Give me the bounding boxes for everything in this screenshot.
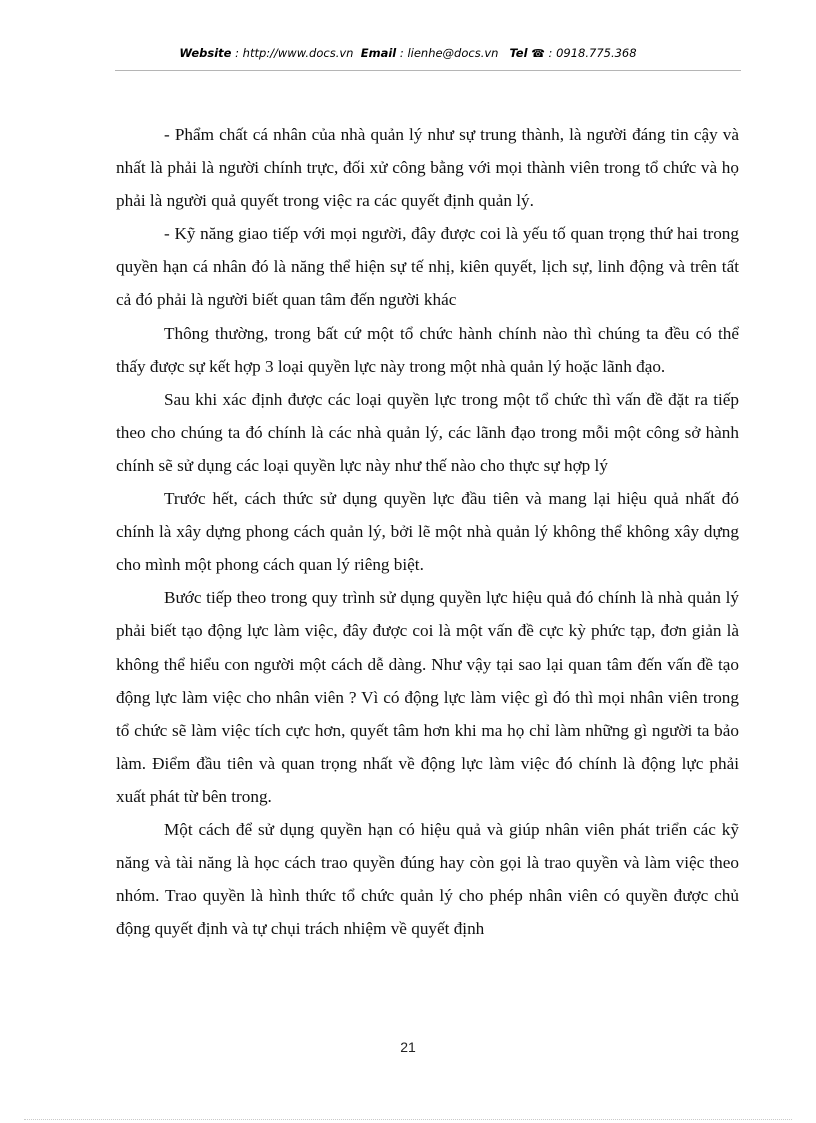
email-label: Email [360,46,397,60]
email-address[interactable]: lienhe@docs.vn [407,46,499,60]
paragraph: Một cách để sử dụng quyền hạn có hiệu quả và giúp nhân viên phát triển các kỹ năng và tài năng là học cách trao quyền đúng hay còn gọi là trao quyền và làm việc theo nhóm. Trao quyền là hình thức tổ chức quản lý cho phép nhân viên có quyền được chủ động quyết định và tự chụi trách nhiệm về quyết định [116,819,739,939]
paragraph: - Kỹ năng giao tiếp với mọi người, đây được coi là yếu tố quan trọng thứ hai trong quyền hạn cá nhân đó là năng thể hiện sự tế nhị, kiên quyết, lịch sự, linh động và trên tất cả đó phải là người biết quan tâm đến người khác [116,224,739,310]
tel-label: Tel [509,46,528,60]
paragraph: - Phẩm chất cá nhân của nhà quản lý như sự trung thành, là người đáng tin cậy và nhất là phải là người chính trực, đối xử công bằng với mọi thành viên trong tổ chức và họ phải là người quả quyết trong việc ra các quyết định quản lý. [116,125,739,211]
document-body [116,118,739,945]
page-number: 21 [400,1039,416,1055]
phone-icon: ☎ [531,47,545,60]
website-url[interactable]: http://www.docs.vn [242,46,354,60]
website-separator: : [231,46,243,60]
email-separator: : [396,46,408,60]
page-bottom-edge [24,1119,792,1120]
header-divider [115,70,741,71]
tel-number: : 0918.775.368 [544,46,637,60]
website-label: Website [179,46,232,60]
paragraph: Sau khi xác định được các loại quyền lực trong một tổ chức thì vấn đề đặt ra tiếp theo cho chúng ta đó chính là các nhà quản lý, các lãnh đạo trong mỗi một công sở hành chính sẽ sử dụng các loại quyền lực này như thế nào cho thực sự hợp lý [116,389,739,475]
paragraph: Thông thường, trong bất cứ một tổ chức hành chính nào thì chúng ta đều có thể thấy được sự kết hợp 3 loại quyền lực này trong một nhà quản lý hoặc lãnh đạo. [116,323,739,376]
paragraph: Bước tiếp theo trong quy trình sử dụng quyền lực hiệu quả đó chính là nhà quản lý phải biết tạo động lực làm việc, đây được coi là một vấn đề cực kỳ phức tạp, đơn giản là không thể hiểu con người một cách dễ dàng. Như vậy tại sao lại quan tâm đến vấn đề tạo động lực làm việc cho nhân viên ? Vì có động lực làm việc gì đó thì mọi nhân viên trong tổ chức sẽ làm việc tích cực hơn, quyết tâm hơn khi ma họ chỉ làm những gì người ta bảo làm. Điểm đầu tiên và quan trọng nhất về động lực làm việc đó chính là động lực phải xuất phát từ bên trong. [116,588,739,806]
page-header [0,46,816,60]
paragraph: Trước hết, cách thức sử dụng quyền lực đầu tiên và mang lại hiệu quả nhất đó chính là xây dựng phong cách quản lý, bởi lẽ một nhà quản lý không thể không xây dựng cho mình một phong cách quan lý riêng biệt. [116,489,739,575]
